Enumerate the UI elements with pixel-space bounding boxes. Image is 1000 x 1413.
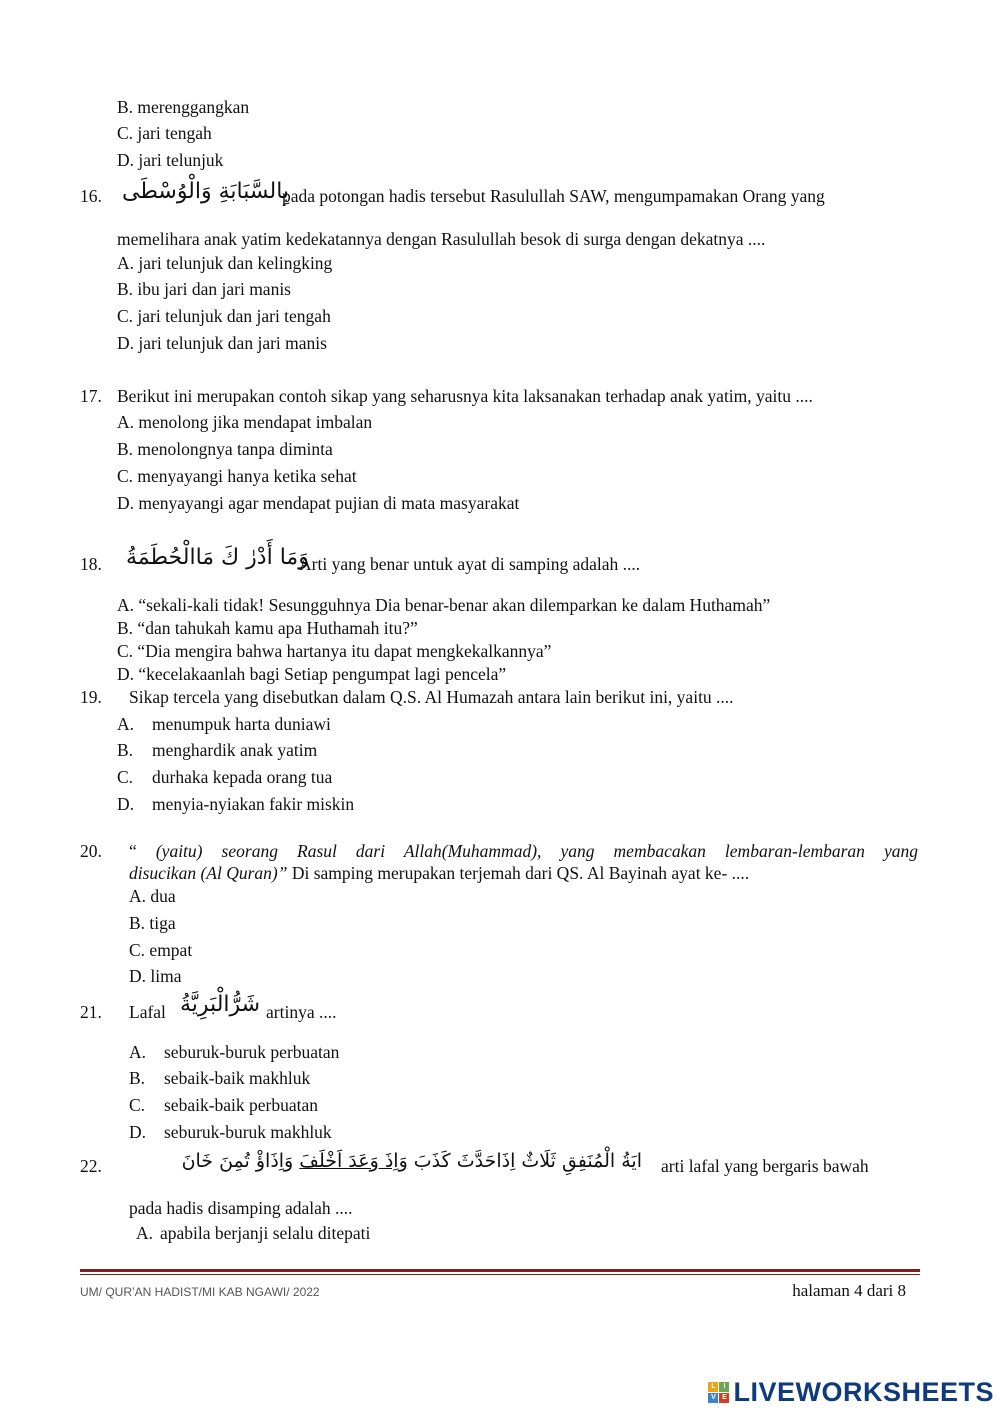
q21-option-c-letter: C. — [129, 1095, 146, 1115]
q21-option-a[interactable] — [129, 1041, 339, 1063]
q17-number: 17. — [80, 386, 102, 406]
q20-line2 — [129, 862, 749, 884]
q20-text-after: Di samping merupakan terjemah dari QS. Al Bayinah ayat ke- .... — [291, 863, 750, 883]
q19-option-b-text: menghardik anak yatim — [152, 740, 318, 760]
q19-option-a-text: menumpuk harta duniawi — [152, 714, 331, 734]
q17-option-c[interactable]: C. menyayangi hanya ketika sehat — [117, 466, 357, 486]
q21-text: artinya .... — [266, 1002, 337, 1022]
q16-option-a[interactable]: A. jari telunjuk dan kelingking — [117, 253, 333, 273]
q16-option-d[interactable]: D. jari telunjuk dan jari manis — [117, 333, 327, 353]
q21-option-d[interactable] — [129, 1121, 332, 1143]
q20-italic-line1: (yaitu) seorang Rasul dari Allah(Muhammad), yang membacakan lembaran-lembaran yang — [155, 841, 918, 861]
q22-option-a-letter: A. — [136, 1223, 154, 1243]
prev-option-d[interactable]: D. jari telunjuk — [117, 150, 224, 170]
q18-option-d[interactable]: D. “kecelakaanlah bagi Setiap pengumpat lagi pencela” — [117, 664, 507, 684]
q18-option-a[interactable]: A. “sekali-kali tidak! Sesungguhnya Dia benar-benar akan dilemparkan ke dalam Huthamah” — [117, 595, 771, 615]
q20-option-d[interactable]: D. lima — [129, 966, 182, 986]
q18-text: Arti yang benar untuk ayat di samping adalah .... — [299, 554, 641, 574]
q21-option-b-letter: B. — [129, 1068, 146, 1088]
q22-arabic-underlined: وَاِذَ وَعَدَ اَخْلَفَ — [299, 1150, 408, 1172]
q19-text: Sikap tercela yang disebutkan dalam Q.S. Al Humazah antara lain berikut ini, yaitu .... — [129, 687, 734, 707]
q16-arabic: بِالسَّبَابَةِ وَالْوُسْطَى — [122, 179, 290, 204]
q22-text-line1: arti lafal yang bergaris bawah — [661, 1156, 869, 1176]
q21-option-d-text: seburuk-buruk makhluk — [164, 1122, 332, 1142]
q21-option-c[interactable] — [129, 1094, 318, 1116]
logo-letter-e: E — [719, 1393, 729, 1403]
q16-text-line1: pada potongan hadis tersebut Rasulullah SAW, mengumpamakan Orang yang — [282, 186, 825, 206]
footer-left-text: UM/ QUR’AN HADIST/MI KAB NGAWI/ 2022 — [80, 1285, 320, 1299]
q19-option-b-letter: B. — [117, 740, 134, 760]
q16-option-c[interactable]: C. jari telunjuk dan jari tengah — [117, 306, 331, 326]
q21-option-a-letter: A. — [129, 1042, 147, 1062]
prev-option-b[interactable]: B. merenggangkan — [117, 97, 250, 117]
q22-text-line2: pada hadis disamping adalah .... — [129, 1198, 353, 1218]
q17-option-d[interactable]: D. menyayangi agar mendapat pujian di mata masyarakat — [117, 493, 520, 513]
footer-rule-thick — [80, 1269, 920, 1272]
q18-number: 18. — [80, 554, 102, 574]
q20-italic-line2: disucikan (Al Quran)” — [129, 863, 288, 883]
liveworksheets-logo[interactable] — [708, 1377, 994, 1408]
q19-option-d-letter: D. — [117, 794, 135, 814]
q22-arabic-part2: وَاِذَاؤْ تُمِنَ خَانَ — [181, 1150, 294, 1172]
q22-option-a-text: apabila berjanji selalu ditepati — [160, 1223, 371, 1243]
q21-number: 21. — [80, 1002, 102, 1022]
liveworksheets-grid-icon — [708, 1382, 729, 1403]
liveworksheets-wordmark: LIVEWORKSHEETS — [733, 1377, 994, 1407]
q22-arabic-part1: ايَةُ الْمُنَفِقِ ثَلَاثٌ اِذَاحَدَّثَ كَذَبَ — [413, 1150, 642, 1172]
logo-letter-v: V — [708, 1393, 718, 1403]
q17-text: Berikut ini merupakan contoh sikap yang seharusnya kita laksanakan terhadap anak yatim, yaitu .... — [117, 386, 813, 406]
q16-text-line2: memelihara anak yatim kedekatannya dengan Rasulullah besok di surga dengan dekatnya .... — [117, 229, 766, 249]
q20-number: 20. — [80, 841, 102, 861]
q19-option-c-text: durhaka kepada orang tua — [152, 767, 333, 787]
q18-arabic: وَمَا أَدْرٰ كَ مَاالْحُطَمَةُ — [126, 545, 309, 570]
q19-option-b[interactable] — [117, 739, 317, 761]
q22-number: 22. — [80, 1156, 102, 1176]
q19-option-d[interactable] — [117, 793, 354, 815]
logo-letter-i: I — [719, 1382, 729, 1392]
q20-option-b[interactable]: B. tiga — [129, 913, 176, 933]
q19-option-a-letter: A. — [117, 714, 135, 734]
q17-option-a[interactable]: A. menolong jika mendapat imbalan — [117, 412, 373, 432]
footer-page-number: halaman 4 dari 8 — [792, 1281, 906, 1300]
q22-arabic — [142, 1150, 642, 1172]
prev-option-c[interactable]: C. jari tengah — [117, 123, 212, 143]
q21-option-b-text: sebaik-baik makhluk — [164, 1068, 311, 1088]
q19-option-a[interactable] — [117, 713, 331, 735]
logo-letter-l: L — [708, 1382, 718, 1392]
q19-option-c-letter: C. — [117, 767, 134, 787]
q19-option-c[interactable] — [117, 766, 332, 788]
footer-rule-thin — [80, 1274, 920, 1275]
q21-arabic: شَرُّالْبَرِيَّةُ — [180, 992, 261, 1017]
q21-option-d-letter: D. — [129, 1122, 147, 1142]
q18-option-b[interactable]: B. “dan tahukah kamu apa Huthamah itu?” — [117, 618, 418, 638]
q21-option-c-text: sebaik-baik perbuatan — [164, 1095, 319, 1115]
q21-option-a-text: seburuk-buruk perbuatan — [164, 1042, 340, 1062]
q20-line1 — [129, 840, 918, 862]
q20-option-c[interactable]: C. empat — [129, 940, 193, 960]
q20-option-a[interactable]: A. dua — [129, 886, 176, 906]
q19-number: 19. — [80, 687, 102, 707]
q17-option-b[interactable]: B. menolongnya tanpa diminta — [117, 439, 333, 459]
q16-option-b[interactable]: B. ibu jari dan jari manis — [117, 279, 291, 299]
q22-option-a[interactable] — [136, 1222, 370, 1244]
q21-option-b[interactable] — [129, 1067, 310, 1089]
q16-number: 16. — [80, 186, 102, 206]
q19-option-d-text: menyia-nyiakan fakir miskin — [152, 794, 355, 814]
q18-option-c[interactable]: C. “Dia mengira bahwa hartanya itu dapat mengkekalkannya” — [117, 641, 552, 661]
q20-quote-open: “ — [129, 841, 137, 861]
q21-label: Lafal — [129, 1002, 166, 1022]
